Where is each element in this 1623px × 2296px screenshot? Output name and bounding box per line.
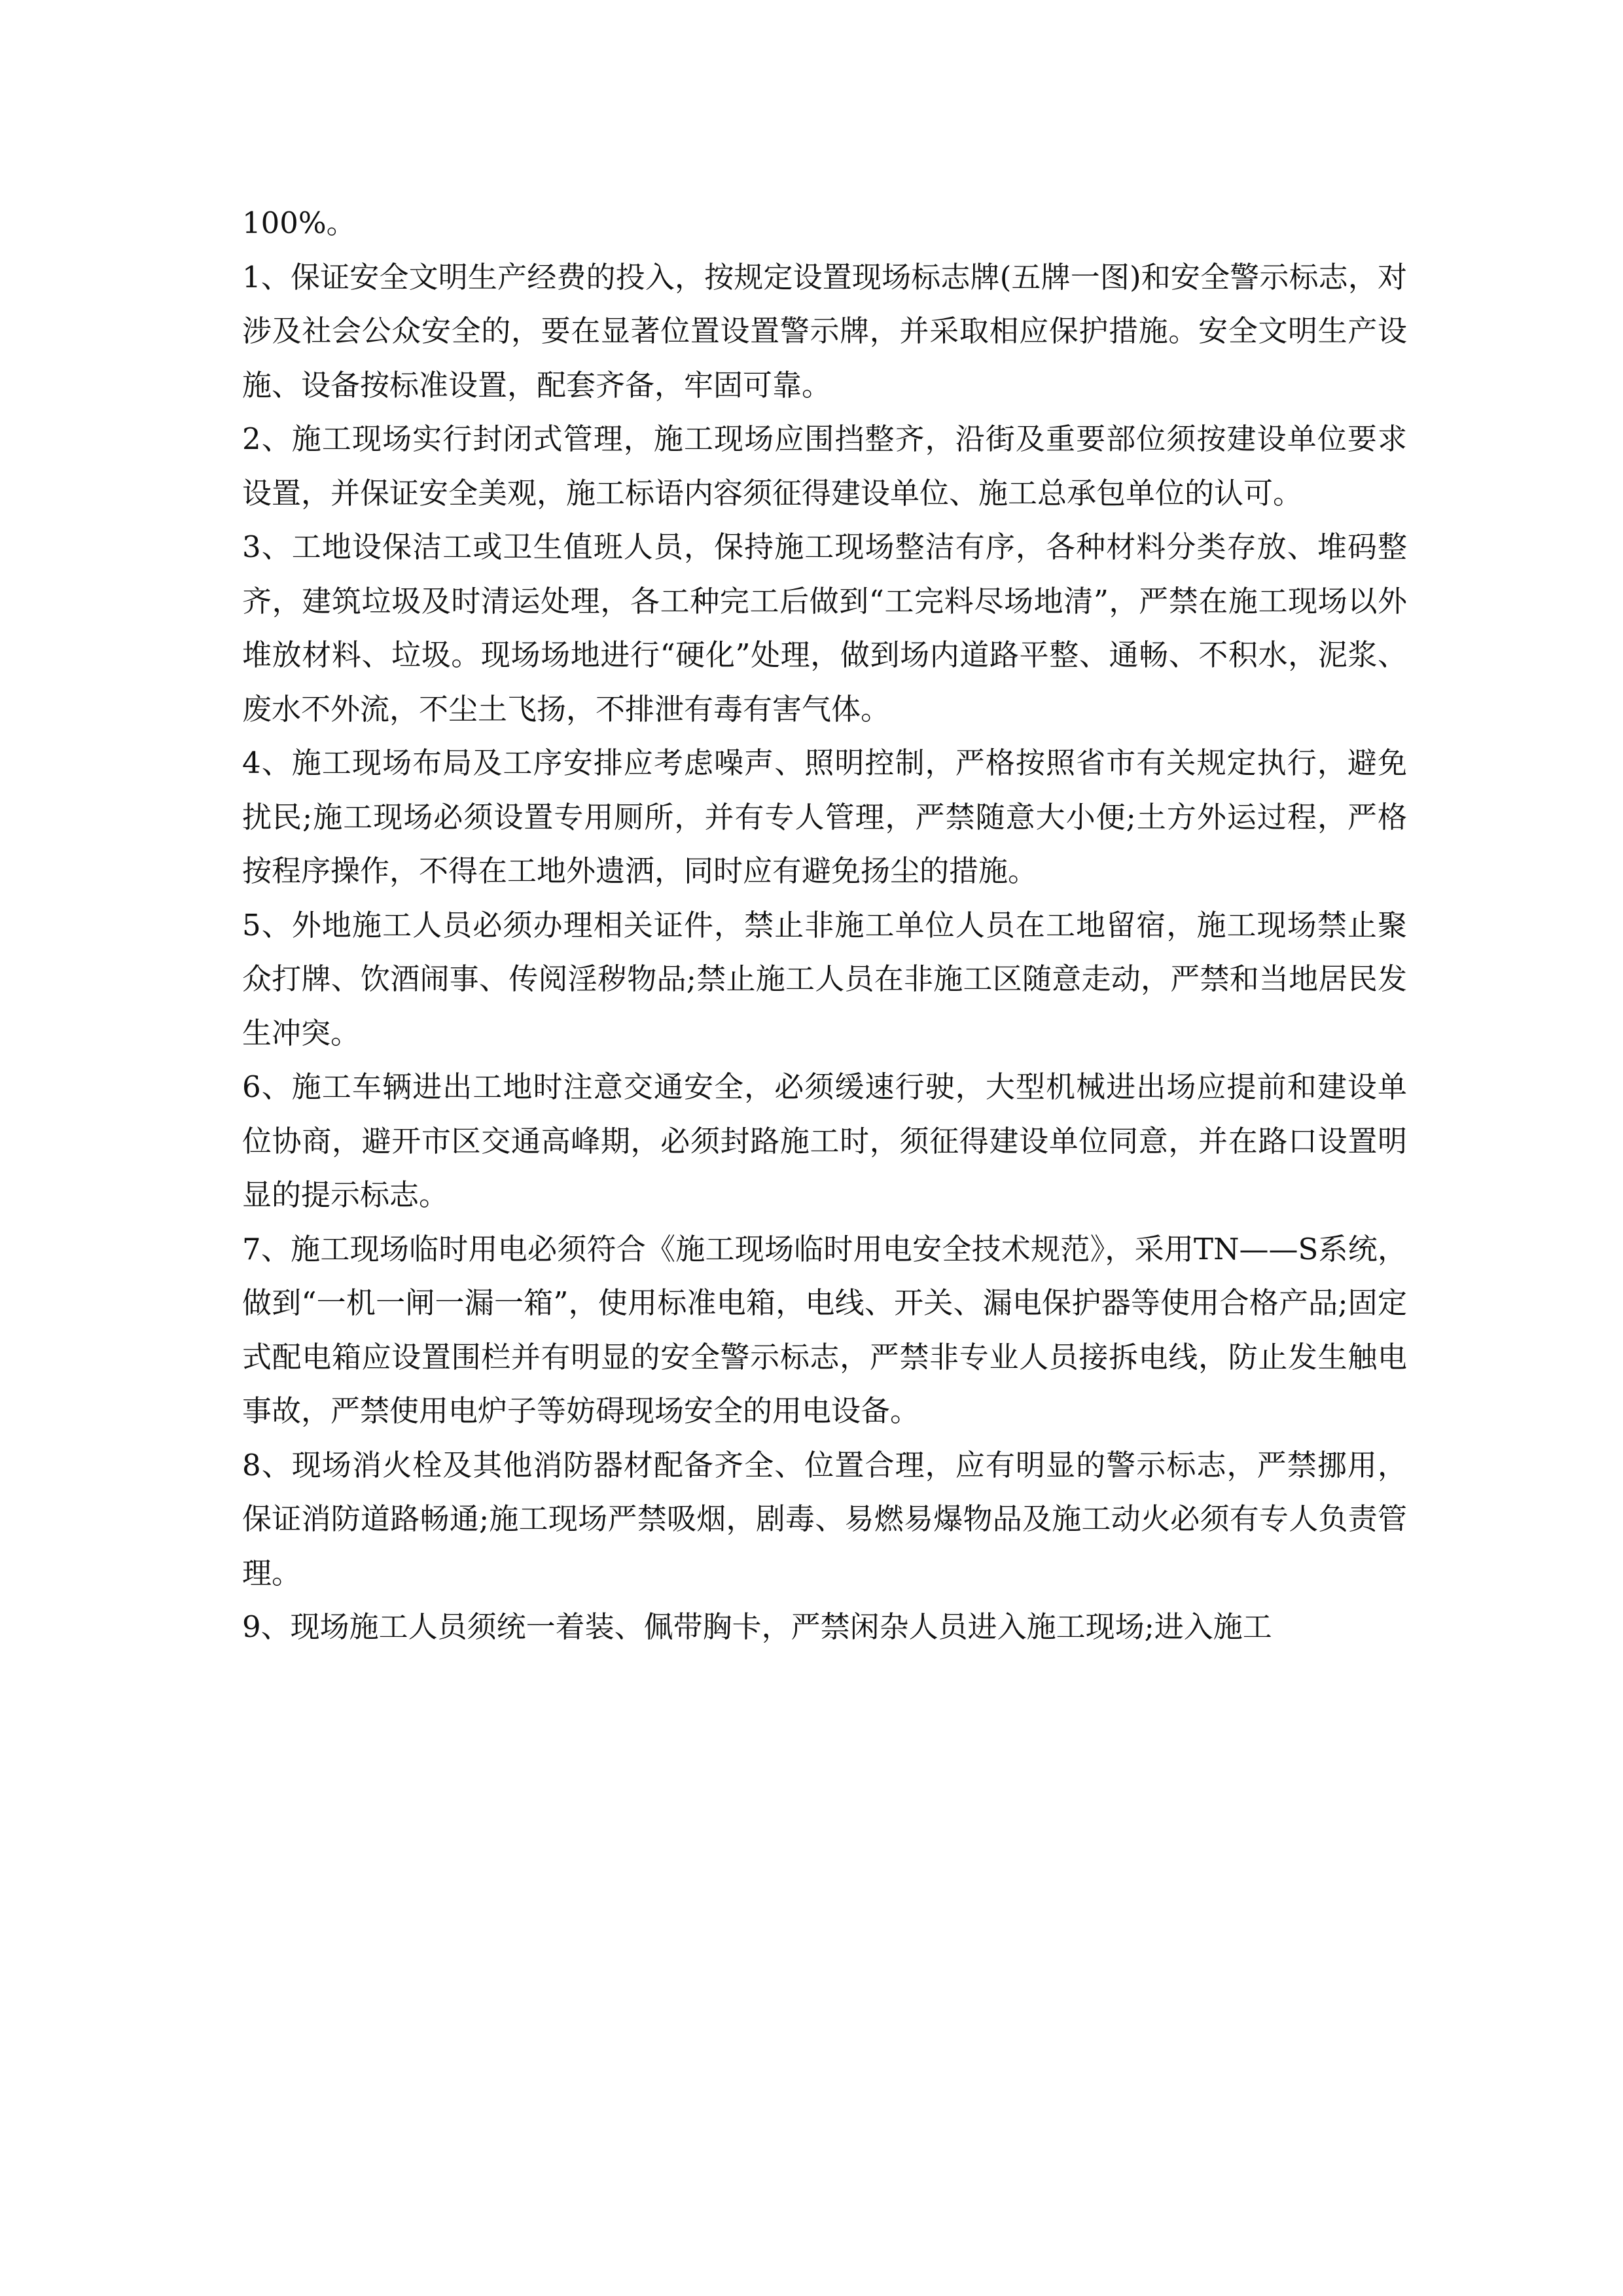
paragraph-item-6: 6、施工车辆进出工地时注意交通安全，必须缓速行驶，大型机械进出场应提前和建设单位协商，避开市区交通高峰期，必须封路施工时，须征得建设单位同意，并在路口设置明显的提示标志。: [242, 1069, 1407, 1212]
paragraph-item-8: 8、现场消火栓及其他消防器材配备齐全、位置合理，应有明显的警示标志，严禁挪用，保证消防道路畅通;施工现场严禁吸烟，剧毒、易燃易爆物品及施工动火必须有专人负责管理。: [242, 1447, 1407, 1590]
paragraph-item-7: 7、施工现场临时用电必须符合《施工现场临时用电安全技术规范》，采用TN——S系统，做到“一机一闸一漏一箱”，使用标准电箱，电线、开关、漏电保护器等使用合格产品;固定式配电箱应设置围栏并有明显的安全警示标志，严禁非专业人员接拆电线，防止发生触电事故，严禁使用电炉子等妨碍现场安全的用电设备。: [242, 1231, 1407, 1428]
paragraph-item-9: 9、现场施工人员须统一着装、佩带胸卡，严禁闲杂人员进入施工现场;进入施工: [242, 1609, 1272, 1644]
document-body: [242, 196, 1407, 1655]
paragraph-item-5: 5、外地施工人员必须办理相关证件，禁止非施工单位人员在工地留宿，施工现场禁止聚众打牌、饮酒闹事、传阅淫秽物品;禁止施工人员在非施工区随意走动，严禁和当地居民发生冲突。: [242, 907, 1407, 1050]
paragraph-item-4: 4、施工现场布局及工序安排应考虑噪声、照明控制，严格按照省市有关规定执行，避免扰民;施工现场必须设置专用厕所，并有专人管理，严禁随意大小便;土方外运过程，严格按程序操作，不得在工地外遗洒，同时应有避免扬尘的措施。: [242, 745, 1407, 888]
paragraph-item-2: 2、施工现场实行封闭式管理，施工现场应围挡整齐，沿街及重要部位须按建设单位要求设置，并保证安全美观，施工标语内容须征得建设单位、施工总承包单位的认可。: [242, 422, 1407, 511]
paragraph-item-3: 3、工地设保洁工或卫生值班人员，保持施工现场整洁有序，各种材料分类存放、堆码整齐，建筑垃圾及时清运处理，各工种完工后做到“工完料尽场地清”，严禁在施工现场以外堆放材料、垃圾。现场场地进行“硬化”处理，做到场内道路平整、通畅、不积水，泥浆、废水不外流，不尘土飞扬，不排泄有毒有害气体。: [242, 529, 1407, 726]
paragraph-item-1: 1、保证安全文明生产经费的投入，按规定设置现场标志牌(五牌一图)和安全警示标志，对涉及社会公众安全的，要在显著位置设置警示牌，并采取相应保护措施。安全文明生产设施、设备按标准设置，配套齐备，牢固可靠。: [242, 259, 1407, 403]
paragraph-continuation: 100%。: [242, 206, 356, 240]
